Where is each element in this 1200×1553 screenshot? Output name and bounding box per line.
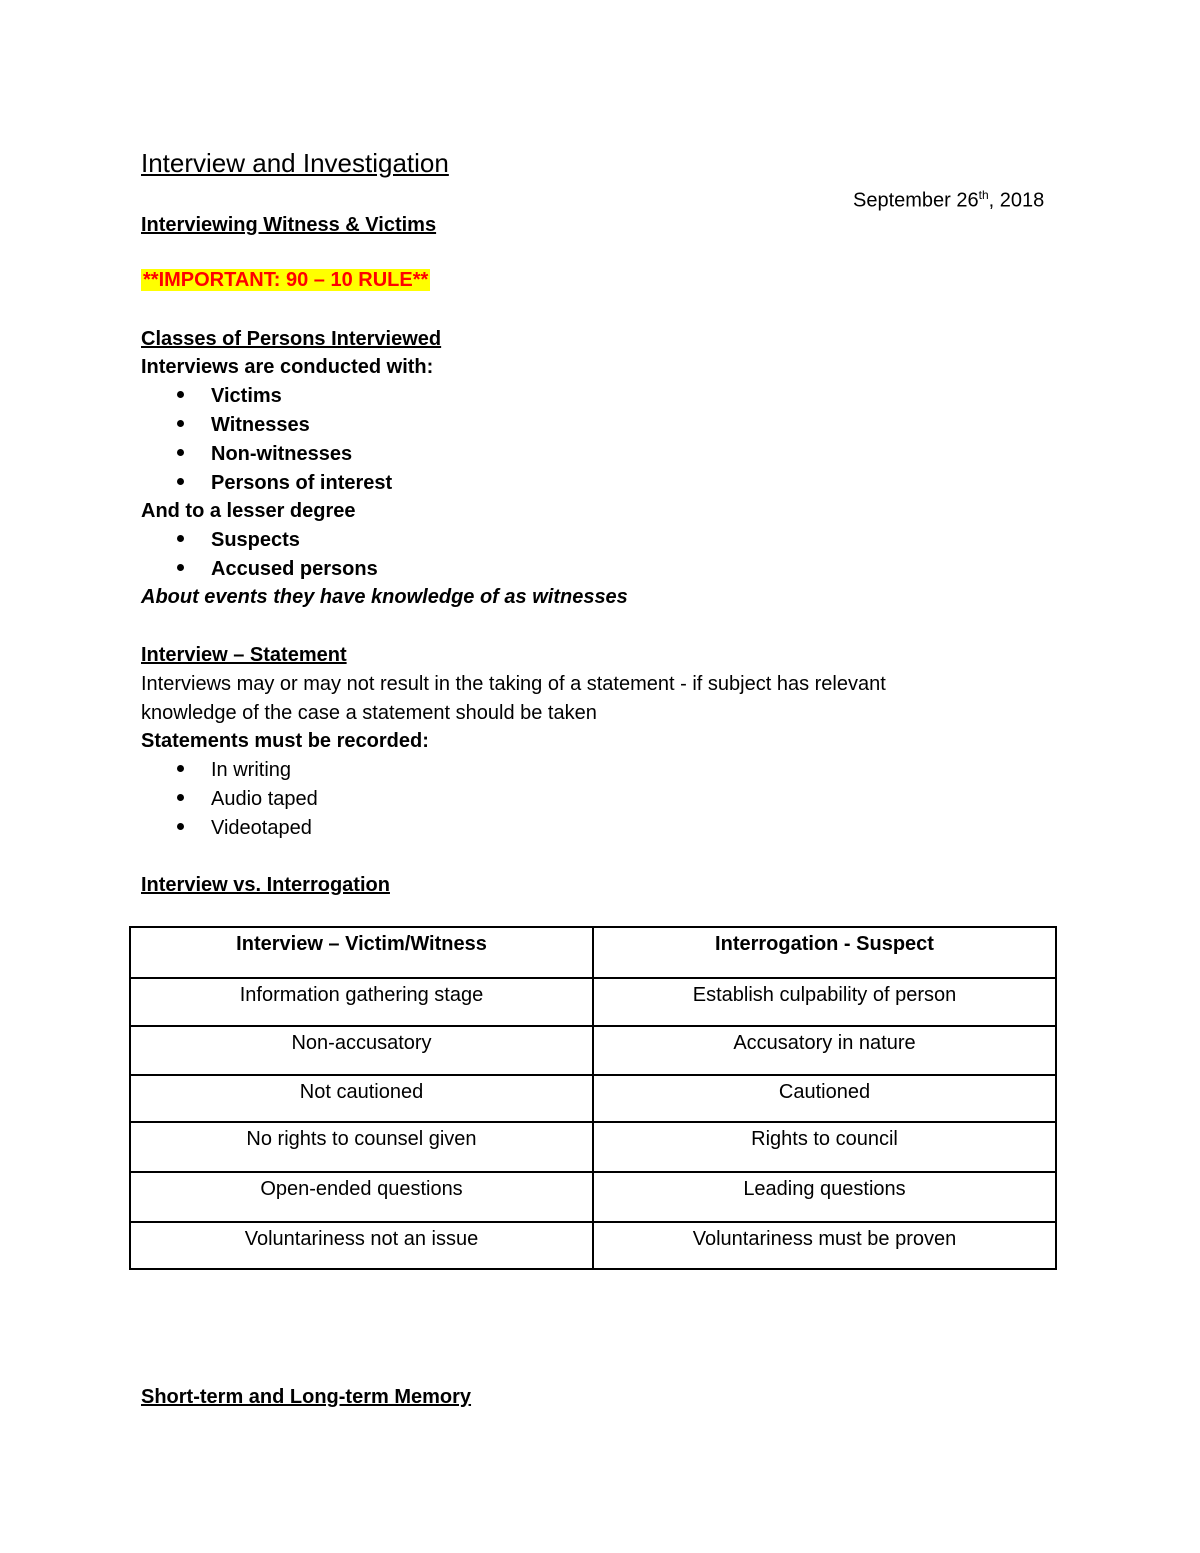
table-header-row bbox=[130, 927, 1056, 978]
memory-heading: Short-term and Long-term Memory bbox=[141, 1386, 472, 1408]
table-header-cell: Interrogation - Suspect bbox=[593, 927, 1056, 978]
date-suffix: , 2018 bbox=[988, 189, 1045, 212]
table-cell: Information gathering stage bbox=[130, 978, 593, 1026]
table-row bbox=[130, 978, 1056, 1026]
page-title: Interview and Investigation bbox=[141, 148, 449, 178]
date-prefix: September 26 bbox=[853, 189, 979, 212]
comparison-heading: Interview vs. Interrogation bbox=[141, 874, 390, 896]
classes-note: About events they have knowledge of as witnesses bbox=[141, 586, 628, 608]
section-heading-witness-victims: Interviewing Witness & Victims bbox=[141, 214, 437, 236]
comparison-table bbox=[129, 926, 1057, 1270]
table-cell: Establish culpability of person bbox=[593, 978, 1056, 1026]
list-item: Witnesses bbox=[211, 414, 310, 436]
lesser-degree-text: And to a lesser degree bbox=[141, 500, 356, 522]
bullet-icon bbox=[177, 535, 184, 542]
list-item: Non-witnesses bbox=[211, 443, 353, 465]
list-item: Audio taped bbox=[211, 788, 318, 810]
important-highlight: **IMPORTANT: 90 – 10 RULE** bbox=[143, 269, 429, 291]
bullet-icon bbox=[177, 765, 184, 772]
statement-heading: Interview – Statement bbox=[141, 644, 347, 666]
table-row bbox=[130, 1075, 1056, 1122]
document-date bbox=[853, 183, 1044, 213]
bullet-icon bbox=[177, 823, 184, 830]
list-item: Accused persons bbox=[211, 558, 378, 580]
bullet-icon bbox=[177, 478, 184, 485]
bullet-icon bbox=[177, 420, 184, 427]
list-item: Videotaped bbox=[211, 817, 312, 839]
bullet-icon bbox=[177, 794, 184, 801]
list-item: Suspects bbox=[211, 529, 300, 551]
table-cell: Non-accusatory bbox=[130, 1026, 593, 1075]
table-cell: Open-ended questions bbox=[130, 1172, 593, 1222]
classes-intro: Interviews are conducted with: bbox=[141, 356, 434, 378]
table-cell: Voluntariness not an issue bbox=[130, 1222, 593, 1269]
statements-recorded-label: Statements must be recorded: bbox=[141, 730, 429, 752]
date-sup: th bbox=[978, 188, 989, 202]
table-row bbox=[130, 1172, 1056, 1222]
table-cell: Not cautioned bbox=[130, 1075, 593, 1122]
list-item: Persons of interest bbox=[211, 472, 393, 494]
table-row bbox=[130, 1222, 1056, 1269]
table-header-cell: Interview – Victim/Witness bbox=[130, 927, 593, 978]
table-row bbox=[130, 1026, 1056, 1075]
list-item: Victims bbox=[211, 385, 282, 407]
table-cell: Accusatory in nature bbox=[593, 1026, 1056, 1075]
bullet-icon bbox=[177, 449, 184, 456]
list-item: In writing bbox=[211, 759, 292, 781]
important-note bbox=[141, 268, 430, 292]
classes-heading: Classes of Persons Interviewed bbox=[141, 328, 442, 350]
table-cell: Voluntariness must be proven bbox=[593, 1222, 1056, 1269]
bullet-icon bbox=[177, 391, 184, 398]
table-cell: Leading questions bbox=[593, 1172, 1056, 1222]
table-cell: Cautioned bbox=[593, 1075, 1056, 1122]
table-cell: Rights to council bbox=[593, 1122, 1056, 1172]
statement-text-line1: Interviews may or may not result in the taking of a statement - if subject has relevant bbox=[141, 673, 886, 695]
bullet-icon bbox=[177, 564, 184, 571]
table-row bbox=[130, 1122, 1056, 1172]
table-cell: No rights to counsel given bbox=[130, 1122, 593, 1172]
statement-text-line2: knowledge of the case a statement should be taken bbox=[141, 702, 597, 724]
